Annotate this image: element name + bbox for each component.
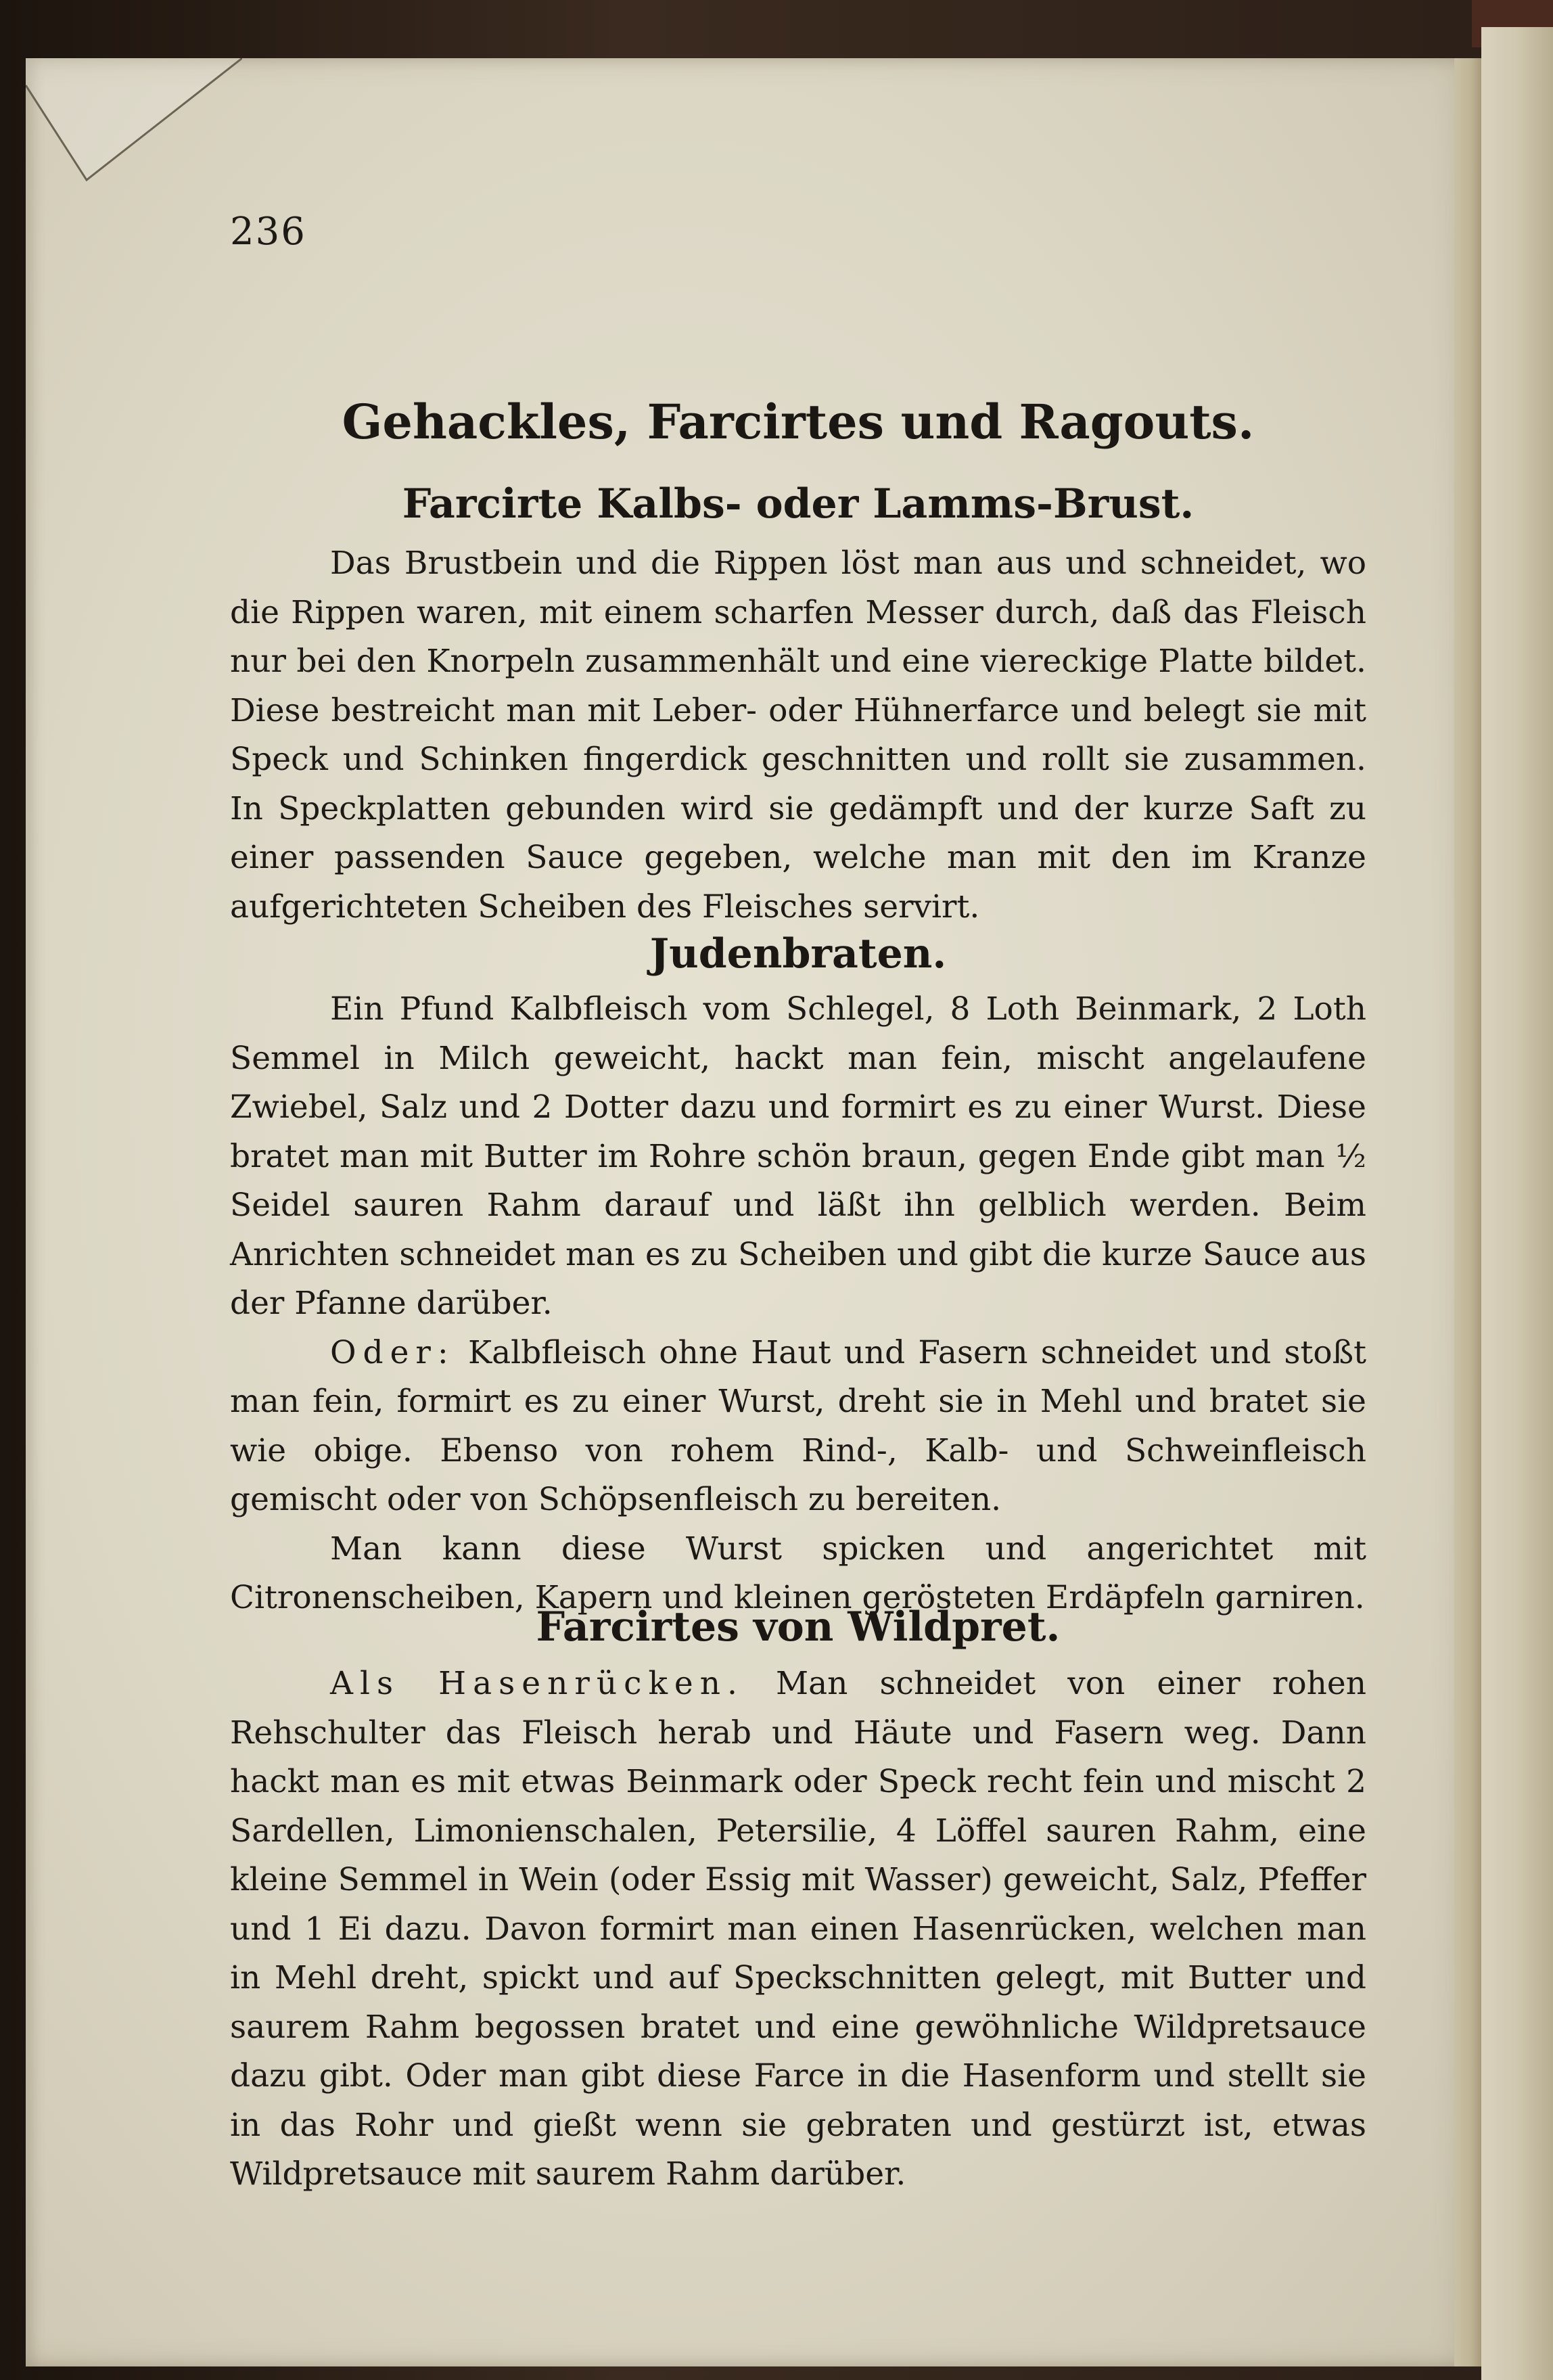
paragraph-kalbsbrust: Das Brustbein und die Rippen löst man aus und schneidet, wo die Rippen waren, mit einem scharfen Messer durch, daß das Fleisch nur bei den Knorpeln zusammenhält und eine viereckige Platte bildet. Diese bestreicht man mit Leber- oder Hühnerfarce und belegt sie mit Speck und Schinken fingerdick geschnitten und rollt sie zusammen. In Speckplatten gebunden wird sie gedämpft und der kurze Saft zu einer passenden Sauce gegeben, welche man mit den im Kranze aufgerichteten Scheiben des Fleisches servirt. [230,545,1366,925]
section-title-wildpret: Farcirtes von Wildpret. [536,1603,1061,1651]
section-judenbraten [230,927,1366,1623]
paragraph-hasenruecken [230,1660,1366,2199]
oder-label: Oder: [330,1333,455,1371]
chapter-title: Gehackles, Farcirtes und Ragouts. [342,393,1255,450]
section-title-judenbraten: Judenbraten. [649,930,947,978]
next-page-edge [1481,27,1553,2380]
section-kalbsbrust [230,477,1366,932]
paragraph-garnish: Man kann diese Wurst spicken und angerichtet mit Citronenscheiben, Kapern und kleinen gerösteten Erdäpfeln garniren. [230,1530,1366,1616]
paragraph-oder [230,1329,1366,1525]
fold-highlight [26,58,242,180]
oder-text: Kalbfleisch ohne Haut und Fasern schneidet und stoßt man fein, formirt es zu einer Wurst, dreht sie in Mehl und bratet sie wie obige. Ebenso von rohem Rind-, Kalb- und Schweinfleisch gemischt oder von Schöpsenfleisch zu bereiten. [230,1333,1366,1518]
section-wildpret [230,1600,1366,2199]
paragraph-judenbraten: Ein Pfund Kalbfleisch vom Schlegel, 8 Loth Beinmark, 2 Loth Semmel in Milch geweicht, hackt man fein, mischt angelaufene Zwiebel, Salz und 2 Dotter dazu und formirt es zu einer Wurst. Diese bratet man mit Butter im Rohre schön braun, gegen Ende gibt man ½ Seidel sauren Rahm darauf und läßt ihn gelblich werden. Beim Anrichten schneidet man es zu Scheiben und gibt die kurze Sauce aus der Pfanne darüber. [230,990,1366,1322]
hasenruecken-text: Man schneidet von einer rohen Rehschulter das Fleisch herab und Häute und Fasern weg. Dann hackt man es mit etwas Beinmark oder Speck recht fein und mischt 2 Sardellen, Limonienschalen, Petersilie, 4 Löffel sauren Rahm, eine kleine Semmel in Wein (oder Essig mit Wasser) geweicht, Salz, Pfeffer und 1 Ei dazu. Davon formirt man einen Hasenrücken, welchen man in Mehl dreht, spickt und auf Speckschnitten gelegt, mit Butter und saurem Rahm begossen bratet und eine gewöhnliche Wildpretsauce dazu gibt. Oder man gibt diese Farce in die Hasenform und stellt sie in das Rohr und gießt wenn sie gebraten und gestürzt ist, etwas Wildpretsauce mit saurem Rahm darüber. [230,1665,1366,2193]
page-number: 236 [230,210,306,254]
page-gutter-shadow [1454,58,1481,2366]
hasenruecken-label: Als Hasenrücken. [330,1665,744,1702]
section-title-kalbsbrust: Farcirte Kalbs- oder Lamms-Brust. [402,480,1195,528]
folded-corner-mark [26,58,242,187]
